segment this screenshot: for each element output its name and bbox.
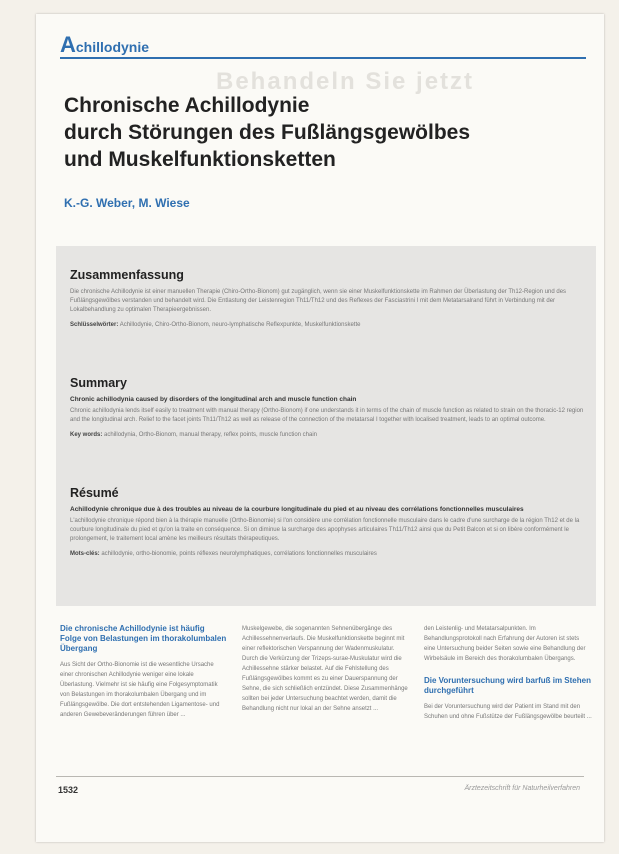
section-initial: A [60,32,76,57]
keywords-label: Mots-clés: [70,550,100,557]
resume-keywords [70,550,584,559]
article-title [64,92,584,173]
summary-text: Chronic achillodynia lends itself easily to treatment with manual therapy (Ortho-Bionom) if one understands it in terms of the chain of muscle function as related to strain on the thoracic-12 region and the longitudinal arch. Relief to the facet joints Th11/Th12 as well as release of the connection of the metatarsal I together with localised treatment, leads to an optimal outcome. [70,407,584,423]
summary-section [70,376,584,440]
ghost-headline: Behandeln Sie jetzt [216,68,475,95]
authors: K.-G. Weber, M. Wiese [64,196,190,210]
resume-subtitle: Achillodynie chronique due à des troubles au niveau de la courbure longitudinale du pied et au niveau des corrélations fonctionnelles musculaires [70,506,524,513]
resume-heading: Résumé [70,486,119,500]
column-text: den Leistenlig- und Metatarsalpunkten. Im Behandlungsprotokoll nach Erfahrung der Autoren ist stets eine Untersuchung beider Seiten sowie eine Behandlung der Wirbelsäule im Bereich des thorakolumbalen Übergangs. [424,626,586,662]
body-column-3 [424,624,592,722]
summary-keywords [70,431,584,440]
column-heading: Die chronische Achillodynie ist häufig Folge von Belastungen im thorakolumbalen Übergang [60,624,227,653]
title-line-2: durch Störungen des Fußlängsgewölbes [64,121,471,144]
keywords-value: achillodynia, Ortho-Bionom, manual therapy, reflex points, muscle function chain [104,431,318,438]
zusammenfassung-text: Die chronische Achillodynie ist einer manuellen Therapie (Chiro-Ortho-Bionom) gut zugänglich, wenn sie einer Muskelfunktionskette im Rahmen der Überlastung der Th12-Region und des Fußlängsgewölbes verstanden und behandelt wird. Die Entlastung der Leistenregion Th11/Th12 und des Reflexes der Fasciastrini I mit dem Metatarsalrand führt in Verbindung mit der Lokalbehandlung zu optimalen Therapieergebnissen. [70,289,567,313]
zusammenfassung-keywords [70,321,584,330]
body-column-2 [242,624,410,714]
keywords-label: Schlüsselwörter: [70,322,119,328]
footer-rule [56,776,584,777]
column-text: Muskelgewebe, die sogenannten Sehnenübergänge des Achillessehnenverlaufs. Die Muskelfunktionskette beginnt mit einer reflektorischen Verspannung der Wadenmuskulatur. Durch die Verkürzung der Trizeps-surae-Muskulatur wird die Achillessehne stärker belastet. Auf die Fehlstellung des Fußlängsgewölbes kommt es zu einer Dauerspannung der Sehne, die sich schließlich entzündet. Diese Zusammenhänge sollten bei jeder Untersuchung beachtet werden, damit die Behandlung nicht nur lokal an der Sehne ansetzt ... [242,626,408,712]
title-line-3: und Muskelfunktionsketten [64,148,336,171]
section-tag [60,32,149,58]
section-rule [60,57,586,59]
keywords-value: achillodynie, ortho-bionomie, points réflexes neurolymphatiques, corrélations fonctionnelles musculaires [101,550,377,557]
journal-page [36,14,604,842]
page-number: 1532 [58,785,79,795]
journal-name: Ärztezeitschrift für Naturheilverfahren [464,785,580,792]
column-text: Bei der Voruntersuchung wird der Patient im Stand mit den Schuhen und ohne Fußstütze der Fußlängsgewölbe beurteilt ... [424,704,592,720]
keywords-value: Achillodynie, Chiro-Ortho-Bionom, neuro-lymphatische Reflexpunkte, Muskelfunktionskette [119,322,361,328]
abstract-box [56,246,596,606]
summary-heading: Summary [70,376,127,390]
title-line-1: Chronische Achillodynie [64,94,310,117]
body-column-1 [60,624,228,720]
resume-text: L'achillodynie chronique répond bien à la thérapie manuelle (Ortho-Bionomie) si l'on considère une corrélation fonctionnelle musculaire dans le cadre d'une surcharge de la région Th12 et de la courbure longitudinale du pied et qu'on la traite en conséquence. Si on diminue la surcharge des apophyses articulaires Th11/Th12 ainsi que du Petit Balcon et si on libère conformément le prolongement, le traitement local amène les meilleurs résultats thérapeutiques. [70,517,580,542]
keywords-label: Key words: [70,431,103,438]
summary-subtitle: Chronic achillodynia caused by disorders of the longitudinal arch and muscle function chain [70,396,357,403]
column-text: Aus Sicht der Ortho-Bionomie ist die wesentliche Ursache einer chronischen Achillodynie weniger eine lokale Überlastung. Vielmehr ist sie häufig eine Folgesymptomatik von Belastungen im thorakolumbalen Übergang und im Fußlängsgewölbe. Die dort entstehenden Ligamentose- und anderen Gewebeveränderungen führen über ... [60,662,220,718]
section-rest: chillodynie [75,39,150,55]
column-heading: Die Voruntersuchung wird barfuß im Stehen durchgeführt [424,676,591,695]
resume-section [70,486,584,559]
zusammenfassung-section [70,268,584,330]
zusammenfassung-heading: Zusammenfassung [70,268,184,282]
